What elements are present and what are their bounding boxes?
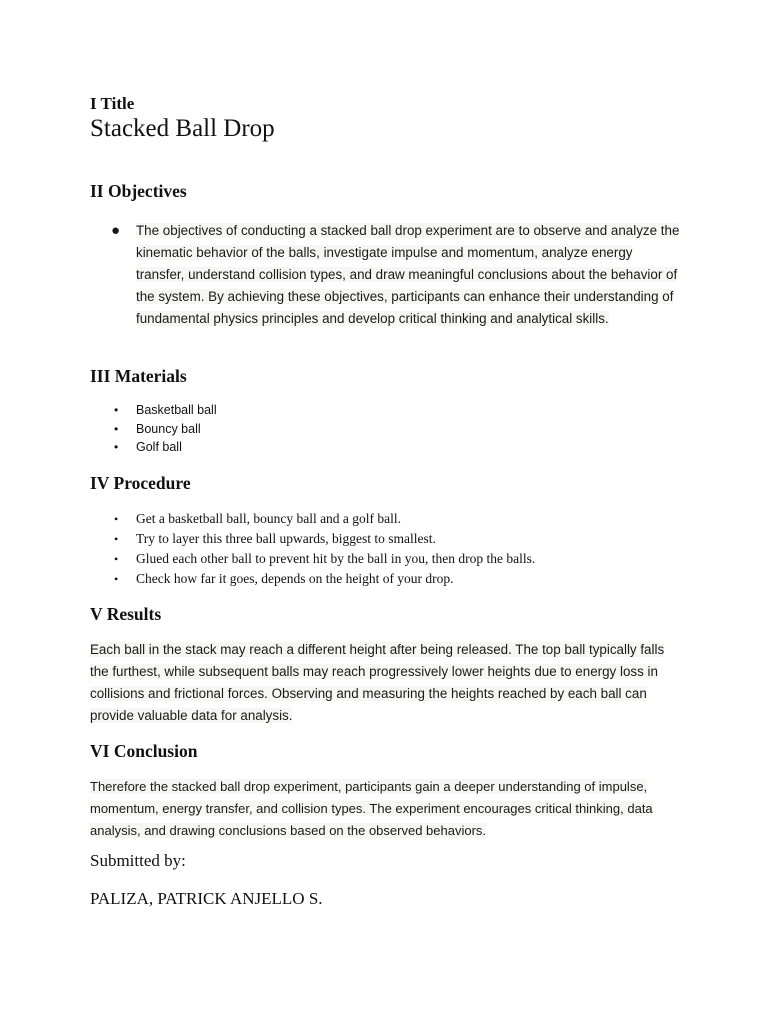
conclusion-text: Therefore the stacked ball drop experiment, participants gain a deeper understanding of impulse, momentum, energy transfer, and collision types. The experiment encourages critical thinking, data analysis, and drawing conclusions based on the observed behaviors.	[90, 779, 653, 838]
procedure-item: • Glued each other ball to prevent hit by the ball in you, then drop the balls.	[136, 549, 696, 569]
procedure-heading: IV Procedure	[90, 473, 191, 493]
objectives-item: ● The objectives of conducting a stacked ball drop experiment are to observe and analyze the kinematic behavior of the balls, investigate impulse and momentum, analyze energy transfer, understand collision types, and draw meaningful conclusions about the behavior of the system. By achieving these objectives, participants can enhance their understanding of fundamental physics principles and develop critical thinking and analytical skills.	[111, 222, 680, 326]
bullet-icon: •	[114, 440, 119, 454]
materials-heading: III Materials	[90, 366, 187, 386]
results-heading: V Results	[90, 604, 162, 624]
materials-item: • Golf ball	[136, 438, 536, 457]
title-label: I Title	[90, 94, 135, 113]
materials-item: • Bouncy ball	[136, 420, 536, 439]
bullet-icon: •	[114, 421, 119, 436]
procedure-item: • Check how far it goes, depends on the height of your drop.	[136, 569, 696, 589]
results-text: Each ball in the stack may reach a different height after being released. The top ball typically falls the furthest, while subsequent balls may reach progressively lower heights due to energy loss in collisions and frictional forces. Observing and measuring the heights reached by each ball can provide valuable data for analysis.	[90, 642, 665, 723]
procedure-item: • Try to layer this three ball upwards, biggest to smallest.	[136, 529, 696, 549]
bullet-icon: •	[114, 403, 119, 417]
bullet-icon: ●	[111, 222, 121, 239]
objectives-list	[111, 220, 681, 330]
bullet-icon: •	[114, 512, 119, 526]
objectives-heading: II Objectives	[90, 181, 187, 201]
materials-list	[114, 401, 536, 457]
bullet-icon: •	[114, 572, 119, 586]
conclusion-heading: VI Conclusion	[90, 741, 198, 761]
bullet-icon: •	[114, 532, 119, 546]
submitted-by-label: Submitted by:	[90, 851, 186, 870]
bullet-icon: •	[114, 552, 119, 566]
procedure-list	[114, 509, 696, 589]
document-title: Stacked Ball Drop	[90, 115, 275, 142]
submitter-name: PALIZA, PATRICK ANJELLO S.	[90, 889, 323, 908]
materials-item: • Basketball ball	[136, 401, 536, 420]
procedure-item: • Get a basketball ball, bouncy ball and a golf ball.	[136, 509, 696, 529]
